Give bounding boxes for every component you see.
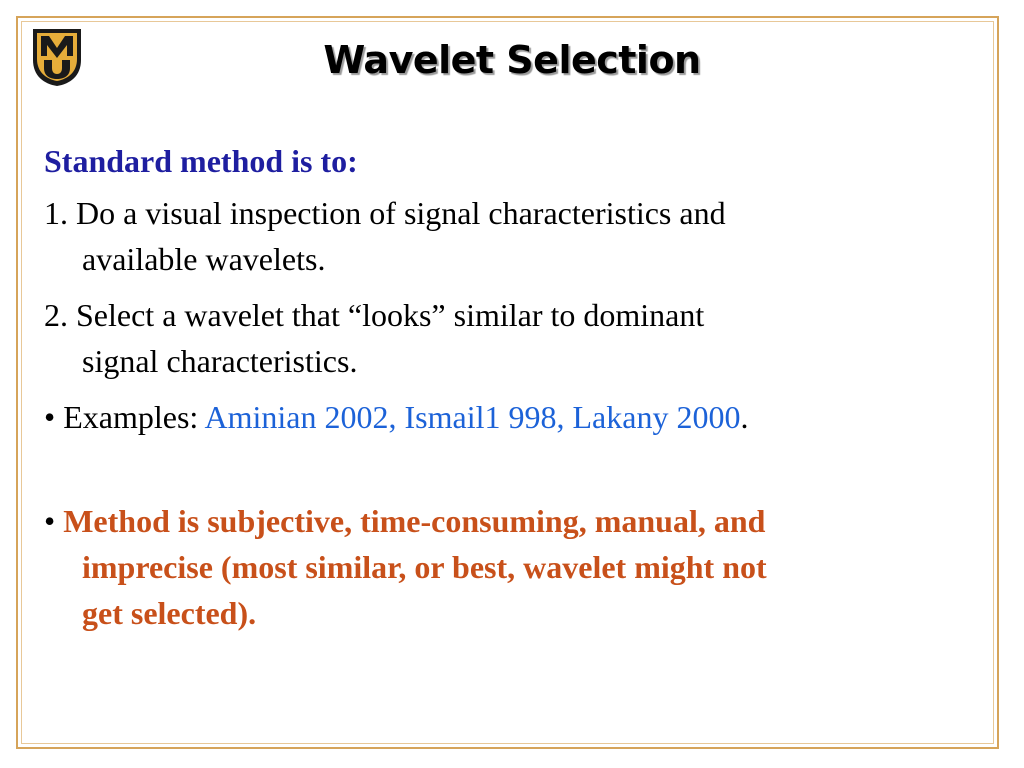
step-2-line-2: signal characteristics.	[82, 343, 358, 379]
bullet: •	[44, 399, 64, 435]
critique-text-1: Method is subjective, time-consuming, manual, and	[63, 503, 766, 539]
section-heading: Standard method is to:	[44, 143, 358, 179]
step-1-line-2: available wavelets.	[82, 241, 326, 277]
step-2-line-1: 2. Select a wavelet that “looks” similar to dominant	[44, 297, 705, 333]
examples-line	[44, 394, 964, 440]
examples-period: .	[740, 399, 749, 435]
spacer	[44, 440, 964, 498]
slide-body	[44, 138, 964, 636]
slide-title: Wavelet Selection	[323, 38, 701, 82]
examples-label: Examples:	[63, 399, 205, 435]
critique-line-2: imprecise (most similar, or best, wavelet might not	[82, 549, 767, 585]
step-1-line-1: 1. Do a visual inspection of signal characteristics and	[44, 195, 726, 231]
bullet: •	[44, 503, 64, 539]
critique-line-1	[44, 498, 964, 544]
citation-links: Aminian 2002, Ismail1 998, Lakany 2000	[204, 399, 741, 435]
spacer	[44, 282, 964, 292]
spacer	[44, 384, 964, 394]
critique-line-3: get selected).	[82, 595, 257, 631]
